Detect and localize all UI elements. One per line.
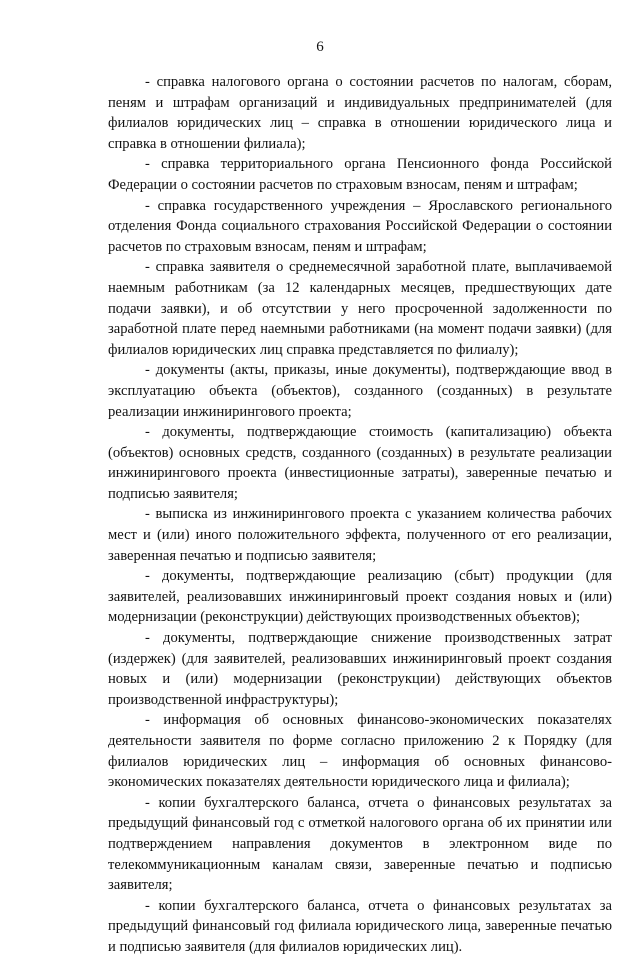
list-item-commissioning-documents: - документы (акты, приказы, иные документы), подтверждающие ввод в эксплуатацию объекта (объектов), созданного (созданных) в результате реализации инжинирингового проекта; xyxy=(108,362,612,420)
list-item-tax-certificate: - справка налогового органа о состоянии расчетов по налогам, сборам, пеням и штрафам организаций и индивидуальных предпринимателей (для филиалов юридических лиц – справка в отношении юридического лица и справка в отношении филиала); xyxy=(108,74,612,152)
page-number: 6 xyxy=(316,39,324,55)
document-body xyxy=(108,72,612,958)
list-item-balance-sheet-copies: - копии бухгалтерского баланса, отчета о финансовых результатах за предыдущий финансовый год с отметкой налогового органа об их принятии или подтверждением направления документов в электронном виде по телекоммуникационным каналам связи, заверенные печатью и подписью заявителя; xyxy=(108,794,612,894)
list-item-sales-documents: - документы, подтверждающие реализацию (сбыт) продукции (для заявителей, реализовавших инжиниринговый проект создания новых и (или) модернизации (реконструкции) действующих производственных объектов); xyxy=(108,568,612,626)
list-item-social-insurance-certificate: - справка государственного учреждения – Ярославского регионального отделения Фонда социального страхования Российской Федерации о состоянии расчетов по страховым взносам, пеням и штрафам; xyxy=(108,197,612,255)
list-item-salary-certificate: - справка заявителя о среднемесячной заработной плате, выплачиваемой наемным работникам (за 12 календарных месяцев, предшествующих дате подачи заявки), и об отсутствии у него просроченной задолженности по заработной плате перед наемными работниками (на момент подачи заявки) (для филиалов юридических лиц справка представляется по филиалу); xyxy=(108,259,612,358)
list-item-pension-fund-certificate: - справка территориального органа Пенсионного фонда Российской Федерации о состоянии расчетов по страховым взносам, пеням и штрафам; xyxy=(108,156,612,193)
list-item-financial-indicators: - информация об основных финансово-экономических показателях деятельности заявителя по форме согласно приложению 2 к Порядку (для филиалов юридических лиц – информация об основных финансово-экономических показателях деятельности юридического лица и филиала); xyxy=(108,712,612,791)
list-item-branch-balance-sheet-copies: - копии бухгалтерского баланса, отчета о финансовых результатах за предыдущий финансовый год филиала юридического лица, заверенные печатью и подписью заявителя (для филиалов юридических лиц). xyxy=(108,897,612,955)
list-item-cost-reduction-documents: - документы, подтверждающие снижение производственных затрат (издержек) (для заявителей, реализовавших инжиниринговый проект создания новых и (или) модернизации (реконструкции) действующих объектов производственной инфраструктуры); xyxy=(108,630,612,708)
list-item-project-extract: - выписка из инжинирингового проекта с указанием количества рабочих мест и (или) иного положительного эффекта, полученного от его реализации, заверенная печатью и подписью заявителя; xyxy=(108,506,612,564)
list-item-capitalization-documents: - документы, подтверждающие стоимость (капитализацию) объекта (объектов) основных средств, созданного (созданных) в результате реализации инжинирингового проекта (инвестиционные затраты), заверенные печатью и подписью заявителя; xyxy=(108,424,612,502)
